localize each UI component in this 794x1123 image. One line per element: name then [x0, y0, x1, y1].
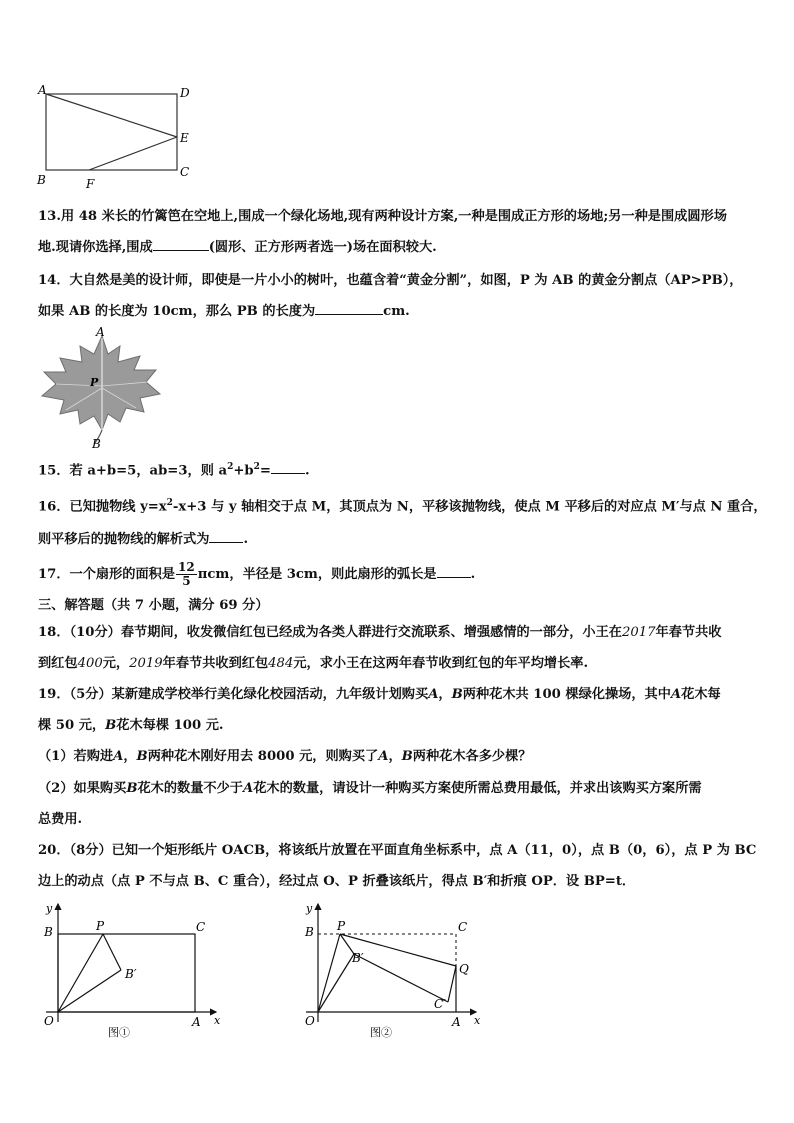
q18-value-484: 484 [268, 656, 294, 671]
q19-s1-sep: ， [123, 749, 137, 764]
q15-line [38, 458, 310, 480]
q17-text-b: πcm，半径是 3cm，则此扇形的弧长是 [197, 567, 437, 582]
q19-text-b: 两种花木共 100 棵绿化操场，其中 [462, 687, 671, 702]
q19-s1-a: （1）若购进 [38, 749, 114, 764]
fig2-label-Bp: B′ [352, 951, 364, 965]
fig2-label-y: y [306, 902, 313, 915]
q19-sub2-cont: 总费用. [38, 812, 83, 827]
rectangle-figure [34, 82, 204, 194]
q19-s2-var-A: A [242, 781, 254, 796]
q17-text-c: . [470, 567, 476, 582]
q16-sup: 2 [166, 498, 173, 508]
leaf-label-P: P [90, 376, 99, 389]
figure-1 [36, 898, 236, 1042]
q15-text-a: 15．若 a+b=5，ab=3，则 a [38, 463, 228, 479]
fig1-label-Bp: B′ [125, 967, 137, 981]
fig1-label-x: x [214, 1014, 221, 1027]
q15-text-d: . [304, 463, 310, 479]
fig2-label-A: A [452, 1015, 461, 1029]
fig1-label-y: y [46, 902, 53, 915]
q20-line2: 边上的动点（点 P 不与点 B、C 重合），经过点 O、P 折叠该纸片，得点 B′和折痕 OP．设 BP=t． [38, 874, 636, 889]
q13-answer-blank[interactable] [153, 238, 209, 251]
q16-line2 [38, 530, 248, 549]
q18-value-400: 400 [77, 656, 103, 671]
fig2-caption: 图② [370, 1026, 392, 1039]
q18-text-e: 年春节共收到红包 [162, 656, 269, 671]
q19-var-B: B [451, 687, 463, 702]
q19-s1-sep-2: ， [388, 749, 402, 764]
q18-text-f: 元，求小王在这两年春节收到红包的年平均增长率. [293, 656, 589, 671]
q18-text-d: 元， [102, 656, 130, 671]
q16-text-c: 则平移后的抛物线的解析式为 [38, 532, 210, 547]
label-C: C [180, 165, 190, 179]
q15-text-b: +b [233, 463, 254, 479]
q18-year-2019: 2019 [129, 656, 163, 671]
q16-text-b: -x+3 与 y 轴相交于点 M，其顶点为 N，平移该抛物线，使点 M 平移后的对应点 M′与点 N 重合， [172, 499, 767, 515]
q13-line1: 13.用 48 米长的竹篱笆在空地上,围成一个绿化场地,现有两种设计方案,一种是围成正方形的场地;另一种是围成圆形场 [38, 209, 727, 224]
q19-line1 [38, 686, 721, 704]
q14-text-a: 如果 AB 的长度为 10cm，那么 PB 的长度为 [38, 304, 316, 319]
fig2-label-Cp: C′ [434, 997, 446, 1011]
q19-text-e: 花木每棵 100 元. [116, 718, 224, 733]
q19-sub1 [38, 748, 531, 766]
q19-s1-c: 两种花木各多少棵？ [412, 749, 532, 764]
q16-answer-blank[interactable] [209, 530, 243, 543]
q16-text-d: . [243, 532, 249, 547]
leaf-label-B: B [92, 437, 101, 450]
q13-line2 [38, 238, 437, 257]
fig2-label-B: B [305, 925, 314, 939]
fig2-label-Q: Q [459, 962, 469, 976]
q19-text-a: 19．（5分）某新建成学校举行美化绿化校园活动，九年级计划购买 [38, 687, 429, 702]
q19-var-B-2: B [105, 718, 117, 733]
q17-fraction [176, 561, 197, 588]
label-D: D [180, 86, 190, 100]
q14-text-b: cm. [383, 304, 410, 319]
q16-line1 [38, 494, 767, 516]
fig1-label-B: B [44, 925, 53, 939]
fig2-label-C: C [458, 920, 468, 934]
q19-s1-var-A: A [113, 749, 124, 764]
q17-text-a: 17．一个扇形的面积是 [38, 567, 176, 582]
q18-year-2017: 2017 [621, 625, 656, 640]
leaf-label-A: A [96, 326, 105, 339]
fig1-caption: 图① [108, 1026, 130, 1039]
q19-s1-var-A-2: A [378, 749, 389, 764]
fig1-label-A: A [192, 1015, 201, 1029]
q15-text-c: = [259, 463, 271, 479]
section-3-heading: 三、解答题（共 7 小题，满分 69 分） [38, 598, 269, 613]
q19-s2-var-B: B [126, 781, 138, 796]
q19-s2-a: （2）如果购买 [38, 781, 127, 796]
leaf-figure [36, 326, 166, 450]
fig2-label-O: O [305, 1014, 315, 1028]
q19-line2 [38, 717, 224, 735]
q15-sup2: 2 [253, 462, 260, 472]
q18-line2 [38, 655, 588, 673]
fig2-label-P: P [337, 919, 346, 933]
q19-s1-b: 两种花木刚好用去 8000 元，则购买了 [147, 749, 379, 764]
q18-text-c: 到红包 [38, 656, 78, 671]
q17-line [38, 560, 475, 590]
q19-sub2 [38, 780, 702, 798]
q18-line1 [38, 624, 721, 642]
q19-s1-var-B-2: B [401, 749, 413, 764]
fig1-label-C: C [196, 920, 206, 934]
q18-text-a: 18．（10分）春节期间，收发微信红包已经成为各类人群进行交流联系、增强感情的一部分，小王在 [38, 625, 622, 640]
q17-fraction-den: 5 [182, 574, 191, 588]
q19-var-A-2: A [670, 687, 682, 702]
fig1-label-P: P [96, 919, 105, 933]
fig2-label-x: x [474, 1014, 481, 1027]
q19-text-d: 棵 50 元， [38, 718, 106, 733]
label-E: E [180, 131, 189, 145]
q16-text-a: 16．已知抛物线 y=x [38, 499, 167, 515]
figure-2 [296, 898, 496, 1042]
q20-line1: 20．（8分）已知一个矩形纸片 OACB，将该纸片放置在平面直角坐标系中，点 A（11，0），点 B（0，6），点 P 为 BC [38, 843, 757, 858]
q19-s2-c: 花木的数量，请设计一种购买方案使所需总费用最低，并求出该购买方案所需 [253, 781, 702, 796]
q19-s1-var-B: B [136, 749, 148, 764]
q19-text-c: 花木每 [681, 687, 721, 702]
q17-fraction-num: 12 [178, 560, 195, 574]
q19-sep: ， [438, 687, 452, 702]
label-A: A [38, 83, 47, 97]
label-B: B [37, 173, 46, 187]
label-F: F [86, 177, 95, 191]
q14-answer-blank[interactable] [315, 302, 383, 315]
q18-text-b: 年春节共收 [655, 625, 722, 640]
q15-answer-blank[interactable] [271, 461, 305, 474]
q14-line2 [38, 302, 410, 321]
q17-answer-blank[interactable] [437, 565, 471, 578]
q14-line1: 14．大自然是美的设计师，即使是一片小小的树叶，也蕴含着“黄金分割”，如图，P 为 AB 的黄金分割点（AP>PB）， [38, 273, 743, 288]
q19-s2-b: 花木的数量不少于 [137, 781, 243, 796]
q13-text-b: (圆形、正方形两者选一)场在面积较大. [208, 240, 437, 255]
fig1-label-O: O [44, 1014, 54, 1028]
q15-sup1: 2 [227, 462, 234, 472]
q19-var-A: A [428, 687, 439, 702]
q13-text-a: 地.现请你选择,围成 [38, 240, 153, 255]
